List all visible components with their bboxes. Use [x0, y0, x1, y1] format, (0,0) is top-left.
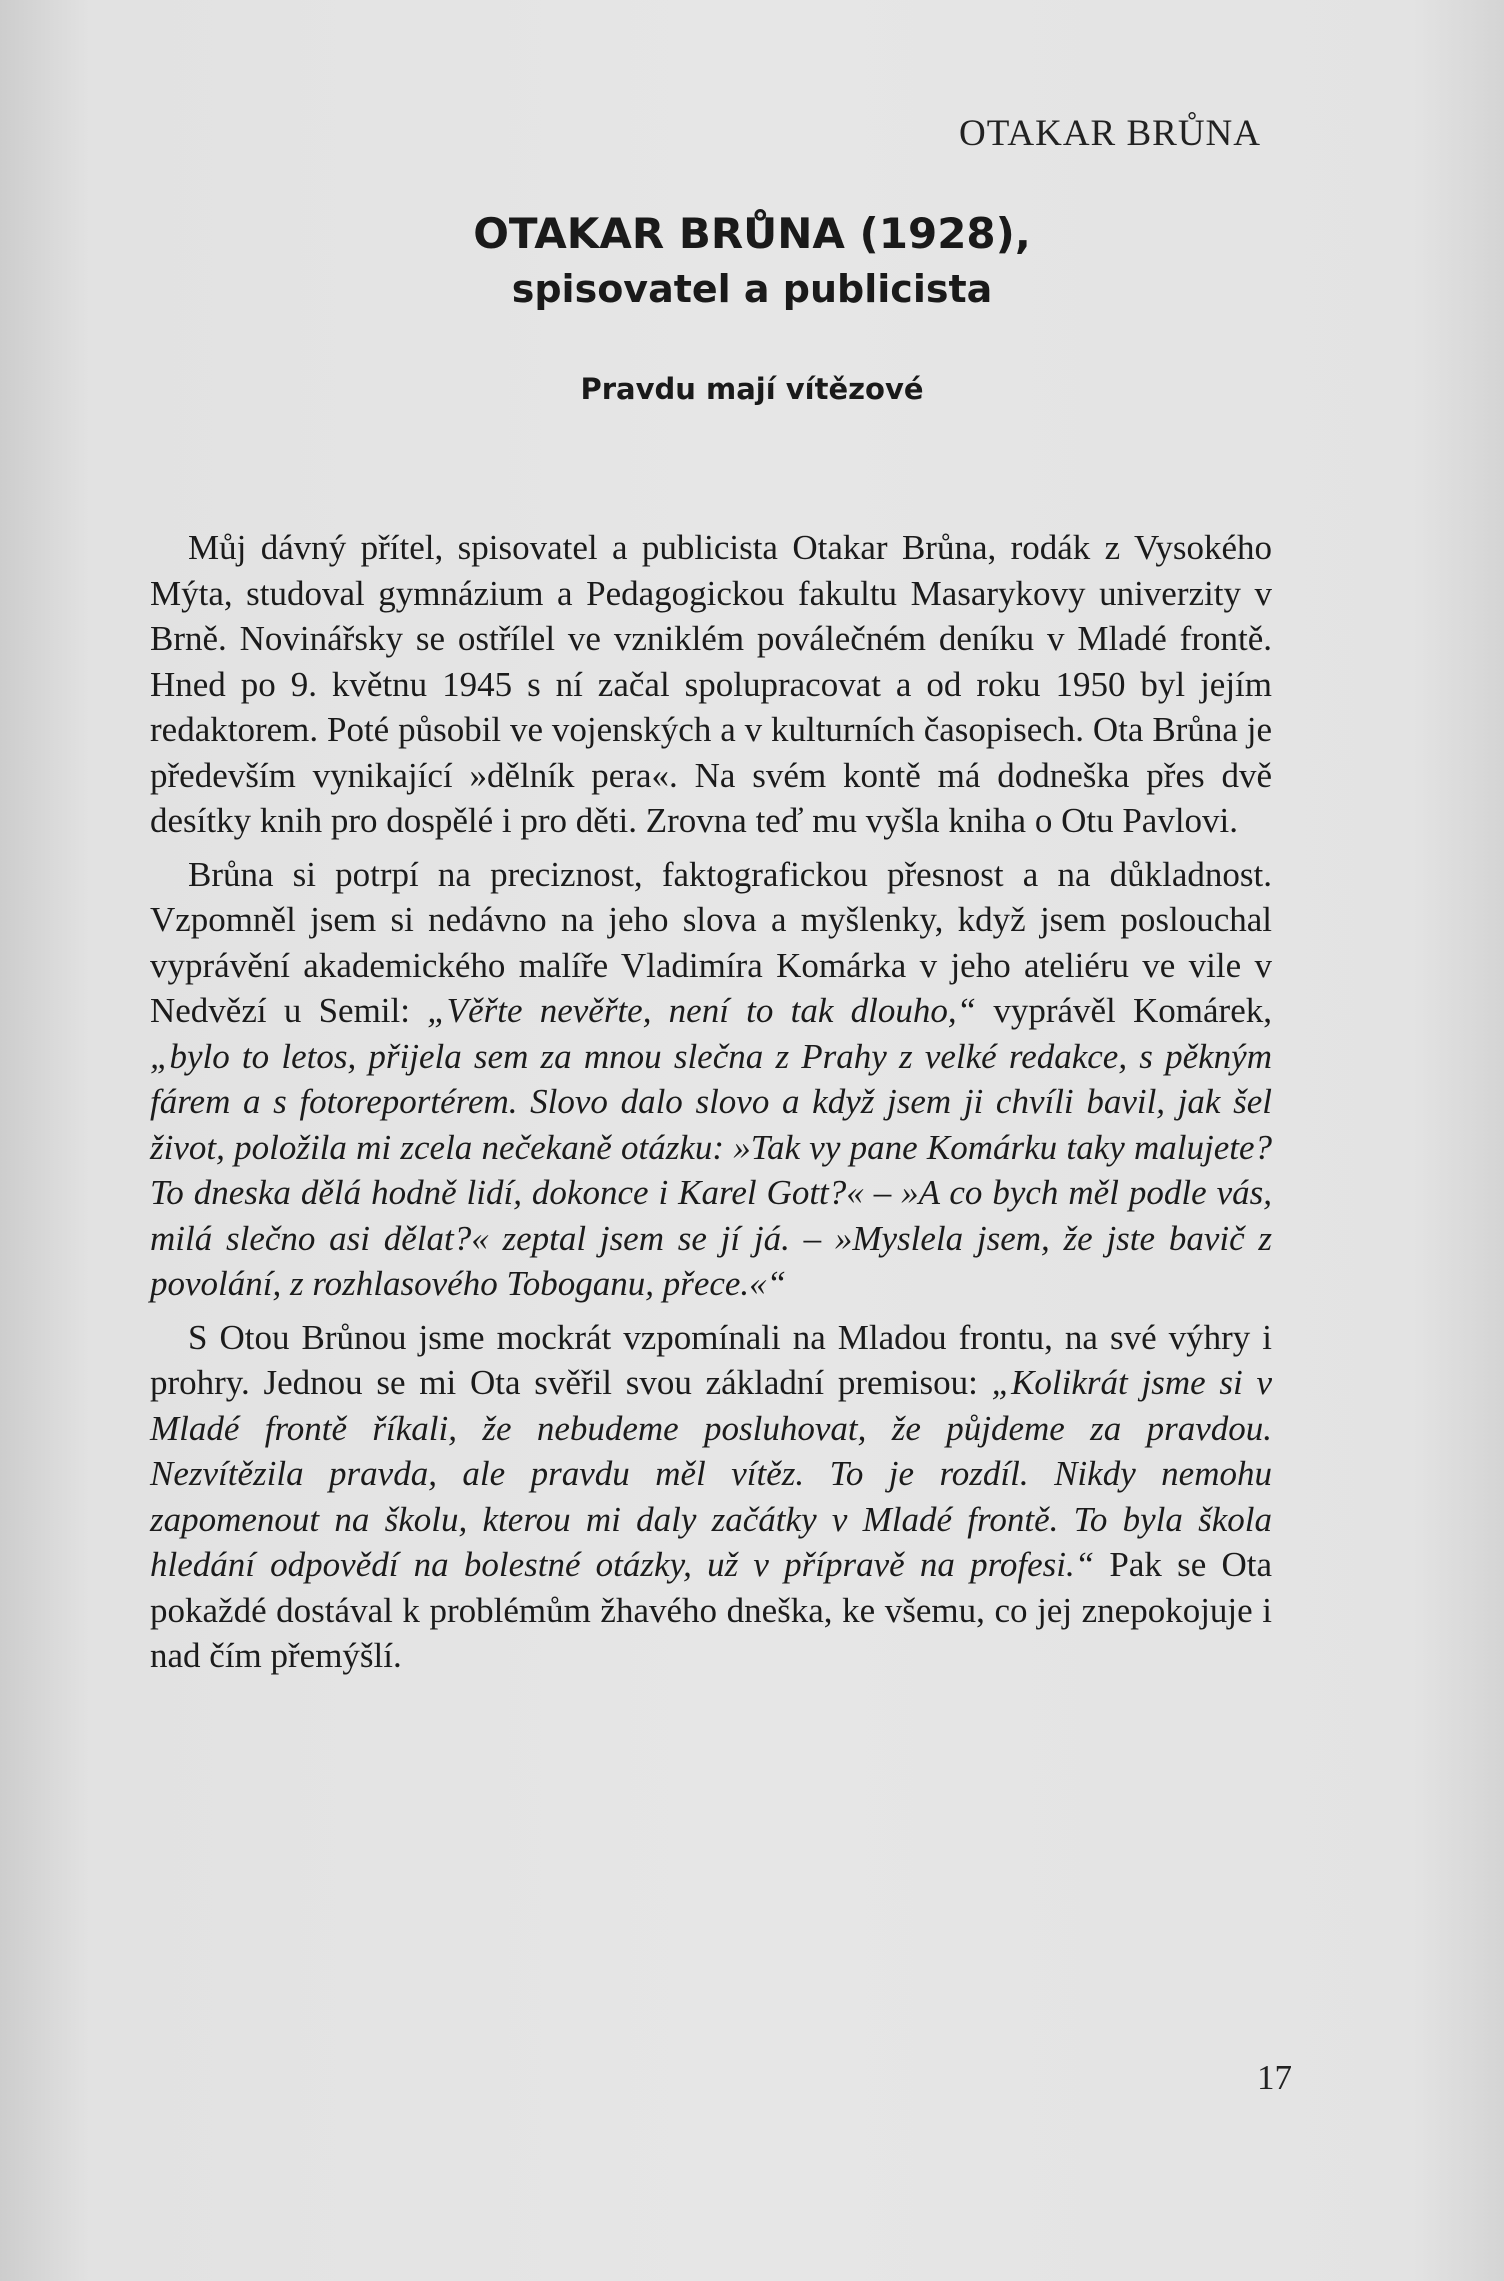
paragraph-2-text-1: Brůna si potrpí na preciznost, faktografickou přesnost a na důkladnost. Vzpomněl jsem si nedávno na jeho slova a myšlenky, když jsem poslouchal vyprávění akademického malíře Vladimíra Komárka v jeho ateliéru ve vile v Nedvězí u Semil:	[150, 854, 1272, 1030]
paragraph-1: Můj dávný přítel, spisovatel a publicista Otakar Brůna, rodák z Vysokého Mýta, studoval gymnázium a Pedagogickou fakultu Masarykovy univerzity v Brně. Novinářsky se ostřílel ve vzniklém poválečném deníku v Mladé frontě. Hned po 9. květnu 1945 s ní začal spolupracovat a od roku 1950 byl jejím redaktorem. Poté působil ve vojenských a v kulturních časopisech. Ota Brůna je především vynikající »dělník pera«. Na svém kontě má dodneška přes dvě desítky knih pro dospělé i pro děti. Zrovna teď mu vyšla kniha o Otu Pavlovi.	[150, 528, 1272, 840]
running-header: OTAKAR BRŮNA	[959, 113, 1261, 154]
section-heading: Pravdu mají vítězové	[580, 372, 924, 406]
body-text	[150, 525, 1272, 1679]
paragraph-3	[150, 1315, 1272, 1679]
paragraph-2	[150, 852, 1272, 1307]
paragraph-3-text-2: Pak se Ota pokaždé dostával k problémům žhavého dneška, ke všemu, co jej znepokojuje i nad čím přemýšlí.	[150, 1545, 1272, 1675]
chapter-subtitle: spisovatel a publicista	[511, 267, 993, 311]
paragraph-3-quote: „Kolikrát jsme si v Mladé frontě říkali, že nebudeme posluhovat, že půjdeme za pravdou. Nezvítězila pravda, ale pravdu měl vítěz. To je rozdíl. Nikdy nemohu zapomenout na školu, kterou mi daly začátky v Mladé frontě. To byla škola hledání odpovědí na bolestné otázky, už v přípravě na profesi.“	[150, 1363, 1272, 1584]
paragraph-2-quote-2: „bylo to letos, přijela sem za mnou slečna z Prahy z velké redakce, s pěkným fárem a s fotoreportérem. Slovo dalo slovo a když jsem ji chvíli bavil, jak šel život, položila mi zcela nečekaně otázku: »Tak vy pane Komárku taky malujete? To dneska dělá hodně lidí, dokonce i Karel Gott?« – »A co bych měl podle vás, milá slečno asi dělat?« zeptal jsem se jí já. – »Myslela jsem, že jste bavič z povolání, z rozhlasového Tobоganu, přece.«“	[150, 1036, 1272, 1303]
paragraph-3-text-1: S Otou Brůnou jsme mockrát vzpomínali na Mladou frontu, na své výhry i prohry. Jednou se mi Ota svěřil svou základní premisou:	[150, 1317, 1272, 1402]
page-number: 17	[1257, 2058, 1292, 2097]
paragraph-2-text-2: vyprávěl Komárek,	[976, 991, 1272, 1030]
title-block	[0, 205, 1504, 315]
paragraph-2-quote-1: „Věřte nevěřte, není to tak dlouho,“	[427, 991, 977, 1030]
chapter-title: OTAKAR BRŮNA (1928),	[473, 209, 1031, 258]
